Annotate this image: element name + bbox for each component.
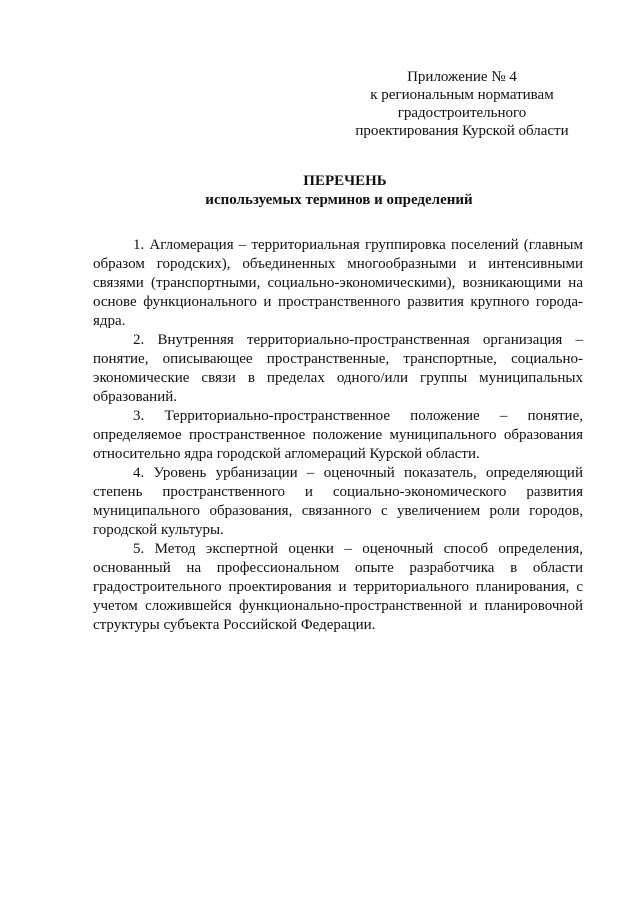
terms-list [93, 236, 583, 635]
term-paragraph: 1. Агломерация – территориальная группировка поселений (главным образом городских), объединенных многообразными и интенсивными связями (транспортными, социально-экономическими), возникающими на основе функционального и пространственного развития крупного города-ядра. [93, 237, 583, 329]
appendix-line: к региональным нормативам [370, 87, 554, 103]
term-paragraph: 3. Территориально-пространственное положение – понятие, определяемое пространственное положение муниципального образования относительно ядра городской агломераций Курской области. [93, 408, 583, 462]
appendix-number: Приложение № 4 [407, 69, 517, 85]
document-title: ПЕРЕЧЕНЬ [303, 173, 387, 189]
term-paragraph: 2. Внутренняя территориально-пространственная организация – понятие, описывающее пространственные, транспортные, социально-экономические связи в пределах одного/или группы муниципальных образований. [93, 332, 583, 405]
appendix-header [342, 68, 582, 140]
appendix-line: градостроительного [397, 105, 527, 121]
term-paragraph: 4. Уровень урбанизации – оценочный показатель, определяющий степень пространственного и социально-экономического развития муниципального образования, связанного с увеличением роли городов, городской культуры. [93, 465, 583, 538]
document-subtitle: используемых терминов и определений [205, 192, 473, 208]
document-heading [0, 172, 640, 210]
appendix-line: проектирования Курской области [355, 123, 569, 139]
term-paragraph: 5. Метод экспертной оценки – оценочный способ определения, основанный на профессиональном опыте разработчика в области градостроительного проектирования и территориального планирования, с учетом сложившейся функционально-пространственной и планировочной структуры субъекта Российской Федерации. [93, 541, 583, 633]
